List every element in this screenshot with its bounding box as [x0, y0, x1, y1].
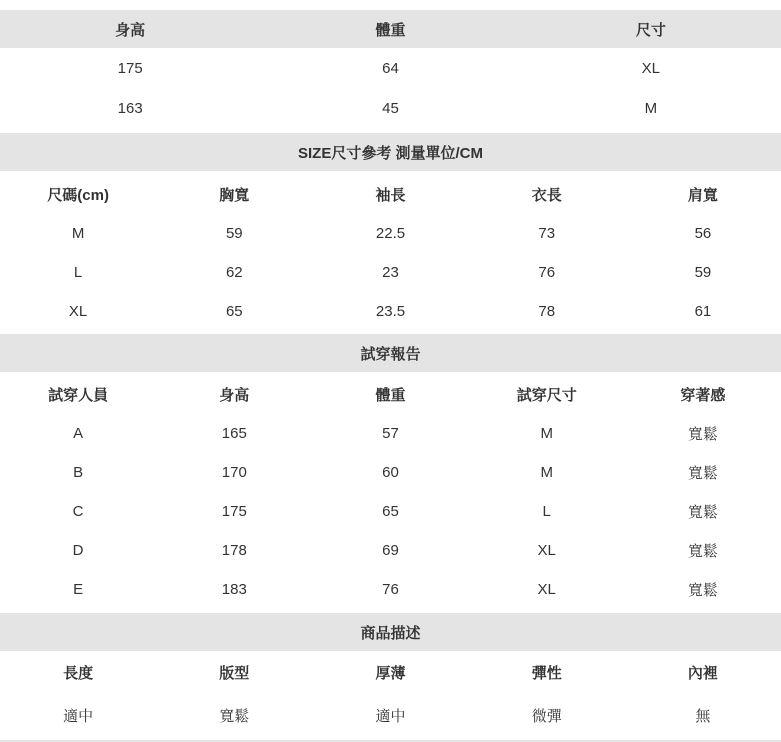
table-cell: 76 — [382, 581, 399, 598]
fitting-report-row — [0, 414, 781, 453]
size-header-length: 衣長 — [531, 187, 562, 204]
table-cell: 76 — [538, 264, 556, 281]
table-cell: 175 — [117, 59, 143, 77]
table-cell: 73 — [538, 225, 556, 242]
table-cell: 165 — [221, 425, 247, 442]
table-cell: 59 — [225, 225, 243, 242]
table-cell: 寬鬆 — [687, 543, 718, 560]
table-cell: 無 — [695, 708, 711, 725]
table-cell: 寬鬆 — [687, 582, 718, 599]
table-cell: 65 — [382, 503, 399, 520]
desc-header-thickness: 厚薄 — [375, 665, 406, 682]
table-cell: L — [542, 503, 551, 520]
fitting-report-row — [0, 492, 781, 531]
table-cell: 60 — [382, 464, 399, 481]
desc-header-lining: 內裡 — [687, 665, 718, 682]
size-header-code: 尺碼(cm) — [47, 187, 109, 204]
table-cell: A — [73, 425, 84, 442]
table-cell: 175 — [221, 503, 247, 520]
desc-header-stretch: 彈性 — [531, 665, 562, 682]
table-cell: 適中 — [375, 708, 406, 725]
table-cell: 59 — [694, 264, 712, 281]
report-header-tester: 試穿人員 — [48, 387, 109, 404]
table-cell: 寬鬆 — [687, 426, 718, 443]
table-cell: 183 — [221, 581, 247, 598]
fitting-report-title: 試穿報告 — [360, 345, 421, 363]
report-header-feel: 穿著感 — [680, 387, 726, 404]
table-cell: 62 — [225, 264, 243, 281]
table-cell: L — [73, 264, 83, 281]
report-header-height: 身高 — [219, 387, 250, 404]
description-header-row — [0, 651, 781, 694]
table-cell: E — [73, 581, 84, 598]
table-cell: 寬鬆 — [687, 504, 718, 521]
table-cell: 微彈 — [531, 708, 562, 725]
table-cell: 56 — [694, 225, 712, 242]
table-cell: 65 — [225, 303, 243, 320]
size-header-shoulder: 肩寬 — [687, 187, 718, 204]
product-description-title: 商品描述 — [360, 624, 421, 642]
table-cell: 69 — [382, 542, 399, 559]
table-cell: 64 — [382, 59, 399, 77]
table-cell: M — [71, 225, 85, 242]
table-cell: XL — [641, 59, 660, 77]
desc-header-length: 長度 — [63, 665, 94, 682]
table-cell: 178 — [221, 542, 247, 559]
table-cell: 163 — [117, 99, 143, 117]
table-cell: 適中 — [63, 708, 94, 725]
model-header-size: 尺寸 — [635, 21, 666, 39]
fitting-report-band — [0, 334, 781, 372]
size-reference-title: SIZE尺寸參考 測量單位/CM — [297, 144, 483, 162]
report-header-size: 試穿尺寸 — [516, 387, 577, 404]
model-header-height: 身高 — [115, 21, 146, 39]
table-cell: 45 — [382, 99, 399, 117]
description-value-row — [0, 694, 781, 737]
table-cell: B — [73, 464, 84, 481]
table-cell: 170 — [221, 464, 247, 481]
size-header-chest: 胸寬 — [219, 187, 250, 204]
table-cell: 78 — [538, 303, 556, 320]
table-cell: M — [644, 99, 658, 117]
model-header-weight: 體重 — [375, 21, 406, 39]
fitting-report-row — [0, 531, 781, 570]
table-cell: XL — [537, 581, 556, 598]
model-table-header-row — [0, 10, 781, 48]
desc-header-fit: 版型 — [219, 665, 250, 682]
fitting-report-header-row — [0, 375, 781, 414]
top-spacer — [0, 0, 781, 10]
size-table-row — [0, 292, 781, 331]
model-table-row — [0, 48, 781, 88]
product-description-band — [0, 613, 781, 651]
table-cell: 22.5 — [375, 225, 406, 242]
size-reference-band — [0, 133, 781, 171]
table-cell: 寬鬆 — [219, 708, 250, 725]
table-cell: 23.5 — [375, 303, 406, 320]
fitting-report-row — [0, 453, 781, 492]
table-cell: M — [540, 425, 553, 442]
report-header-weight: 體重 — [375, 387, 406, 404]
fitting-report-row — [0, 570, 781, 609]
size-header-sleeve: 袖長 — [375, 187, 406, 204]
size-table-row — [0, 214, 781, 253]
table-cell: 23 — [382, 264, 399, 281]
table-cell: 57 — [382, 425, 399, 442]
size-table-row — [0, 253, 781, 292]
table-cell: XL — [68, 303, 88, 320]
table-cell: C — [72, 503, 84, 520]
table-cell: 61 — [694, 303, 712, 320]
table-cell: M — [540, 464, 553, 481]
model-table-row — [0, 88, 781, 128]
table-cell: D — [72, 542, 84, 559]
table-cell: XL — [537, 542, 556, 559]
size-table-header-row — [0, 175, 781, 214]
table-cell: 寬鬆 — [687, 465, 718, 482]
